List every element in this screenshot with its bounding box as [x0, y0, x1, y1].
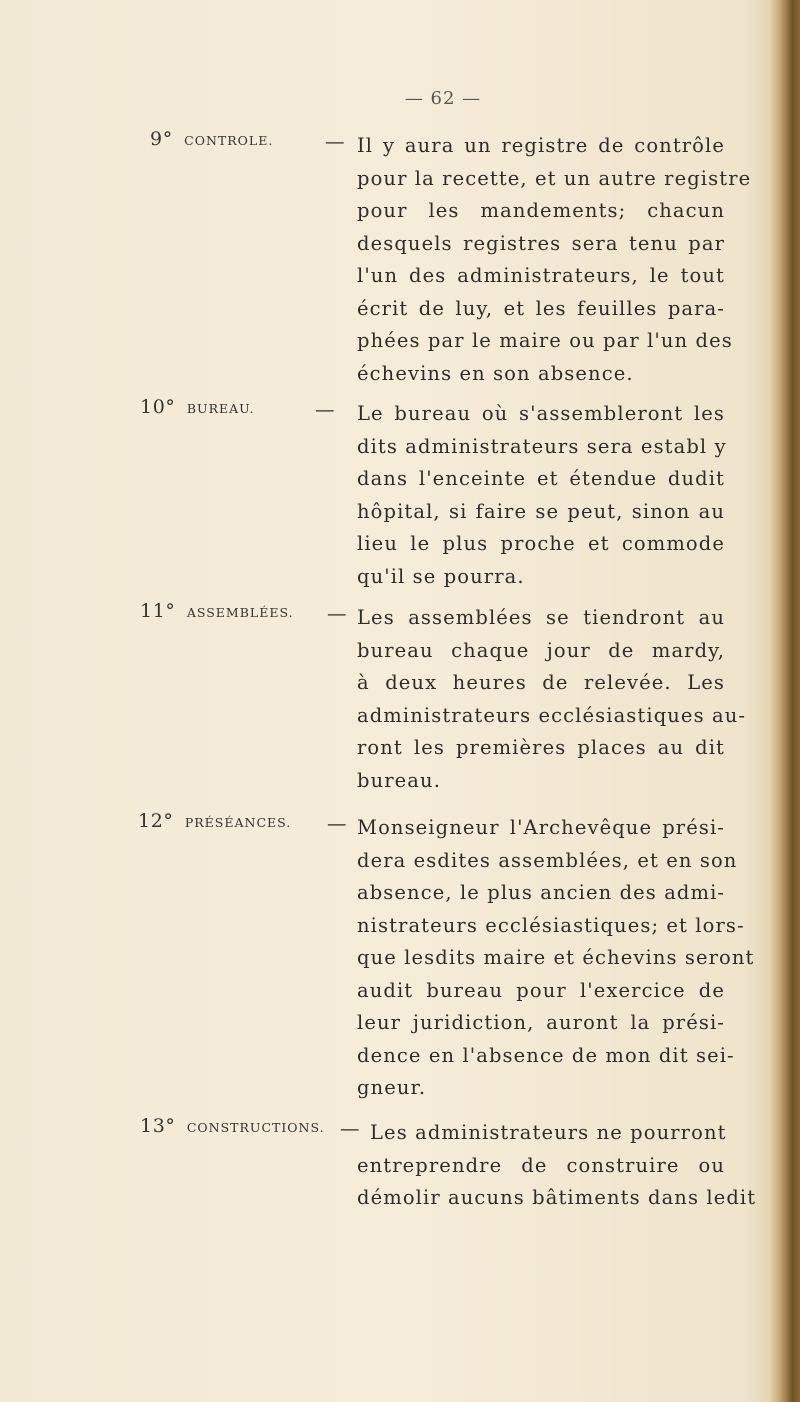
text-line: pour la recette, et un autre registre	[357, 166, 752, 190]
text-line: Les assemblées se tiendront au	[357, 606, 725, 629]
article-text	[357, 398, 725, 593]
em-dash: —	[327, 602, 347, 625]
article-number: 9°	[150, 128, 173, 150]
article-title: BUREAU.	[186, 401, 255, 416]
text-line: bureau chaque jour de mardy,	[357, 638, 725, 662]
article-text	[357, 130, 752, 390]
text-line: nistrateurs ecclésiastiques; et lors-	[357, 913, 745, 937]
text-line: desquels registres sera tenu par	[357, 231, 725, 255]
text-line: dits administrateurs sera establ y	[357, 434, 727, 458]
text-line: ront les premières places au dit	[357, 736, 725, 759]
article-title: CONSTRUCTIONS.	[186, 1120, 325, 1135]
text-line: qu'il se pourra.	[357, 564, 525, 588]
text-line: dence en l'absence de mon dit sei-	[357, 1043, 735, 1067]
text-line: Les administrateurs ne pourront	[370, 1121, 727, 1144]
article-label	[138, 810, 291, 832]
article-text	[370, 1117, 726, 1150]
text-line: lieu le plus proche et commode	[357, 532, 725, 555]
text-line: phées par le maire ou par l'un des	[357, 329, 733, 352]
article-number: 13°	[140, 1115, 176, 1137]
em-dash: —	[340, 1117, 360, 1140]
article-label	[140, 1115, 325, 1137]
page-number: — 62 —	[404, 88, 482, 109]
article-text	[357, 602, 747, 797]
article-number: 12°	[138, 810, 174, 832]
em-dash: —	[325, 130, 345, 153]
article-title: CONTROLE.	[184, 133, 274, 148]
article-label	[150, 128, 273, 150]
article-text-continued	[357, 1150, 757, 1215]
text-line: à deux heures de relevée. Les	[357, 671, 725, 694]
article-title: ASSEMBLÉES.	[186, 605, 294, 620]
text-line: démolir aucuns bâtiments dans ledit	[357, 1186, 757, 1209]
text-line: entreprendre de construire ou	[357, 1153, 725, 1177]
page-binding-edge	[770, 0, 800, 1402]
text-line: hôpital, si faire se peut, sinon au	[357, 499, 725, 523]
text-line: absence, le plus ancien des admi-	[357, 881, 726, 904]
text-line: gneur.	[357, 1076, 427, 1099]
text-line: dera esdites assemblées, et en son	[357, 848, 738, 872]
text-line: pour les mandements; chacun	[357, 199, 725, 222]
em-dash: —	[327, 812, 347, 835]
article-title: PRÉSÉANCES.	[184, 815, 292, 830]
text-line: l'un des administrateurs, le tout	[357, 264, 725, 287]
text-line: Il y aura un registre de contrôle	[357, 134, 725, 157]
text-line: que lesdits maire et échevins seront	[357, 946, 755, 969]
text-line: leur juridiction, auront la prési-	[357, 1011, 725, 1034]
article-text	[357, 812, 755, 1105]
article-label	[140, 600, 294, 622]
article-number: 11°	[140, 600, 176, 622]
text-line: dans l'enceinte et étendue dudit	[357, 467, 725, 490]
article-number: 10°	[140, 396, 176, 418]
text-line: Monseigneur l'Archevêque prési-	[357, 816, 725, 839]
text-line: Le bureau où s'assembleront les	[357, 402, 725, 425]
article-label	[140, 396, 255, 418]
em-dash: —	[315, 398, 335, 421]
text-line: bureau.	[357, 768, 441, 792]
text-line: échevins en son absence.	[357, 361, 634, 385]
text-line: écrit de luy, et les feuilles para-	[357, 296, 725, 320]
text-line: administrateurs ecclésiastiques au-	[357, 703, 747, 727]
text-line: audit bureau pour l'exercice de	[357, 978, 725, 1002]
